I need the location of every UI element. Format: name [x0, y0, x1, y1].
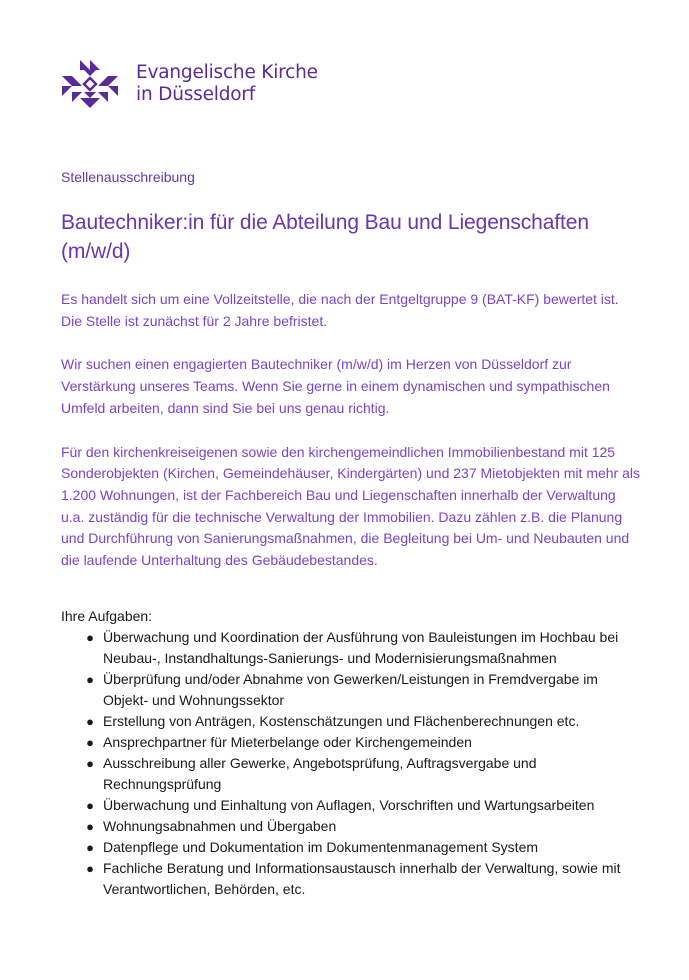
- task-text: Erstellung von Anträgen, Kostenschätzungen und Flächenberechnungen etc.: [103, 713, 580, 729]
- document-type-label: Stellenausschreibung: [61, 169, 195, 185]
- page-header: [60, 58, 318, 110]
- bullet-point-icon: ●: [86, 840, 94, 855]
- list-item: [61, 732, 641, 753]
- task-text: Ansprechpartner für Mieterbelange oder Kirchengemeinden: [103, 734, 472, 750]
- list-item: [61, 858, 641, 900]
- bullet-point-icon: ●: [86, 630, 94, 645]
- task-list: [61, 627, 641, 900]
- list-item: [61, 711, 641, 732]
- list-item: [61, 669, 641, 711]
- intro-paragraph: Für den kirchenkreiseigenen sowie den kirchengemeindlichen Immobilienbestand mit 125 Sonderobjekten (Kirchen, Gemeindehäuser, Kindergärten) und 237 Mietobjekten mit mehr als 1.200 Wohnungen, ist der Fachbereich Bau und Liegenschaften innerhalb der Verwaltung u.a. zuständig für die technische Verwaltung der Immobilien. Dazu zählen z.B. die Planung und Durchführung von Sanierungsmaßnahmen, die Begleitung bei Um- und Neubauten und die laufende Unterhaltung des Gebäudebestandes.: [61, 443, 640, 569]
- task-text: Überprüfung und/oder Abnahme von Gewerken/Leistungen in Fremdvergabe im Objekt- und Wohnungssektor: [103, 671, 598, 708]
- list-item: [61, 795, 641, 816]
- task-text: Datenpflege und Dokumentation im Dokumentenmanagement System: [103, 839, 539, 855]
- task-text: Wohnungsabnahmen und Übergaben: [103, 818, 337, 834]
- organization-name: [136, 62, 318, 106]
- list-item: [61, 753, 641, 795]
- page-title: Bautechniker:in für die Abteilung Bau und Liegenschaften (m/w/d): [61, 211, 589, 263]
- organization-name-line2: in Düsseldorf: [136, 84, 256, 105]
- task-text: Überwachung und Einhaltung von Auflagen, Vorschriften und Wartungsarbeiten: [103, 797, 595, 813]
- intro-paragraph: Es handelt sich um eine Vollzeitstelle, die nach der Entgeltgruppe 9 (BAT-KF) bewertet ist. Die Stelle ist zunächst für 2 Jahre befristet.: [61, 291, 619, 329]
- list-item: [61, 837, 641, 858]
- task-text: Ausschreibung aller Gewerke, Angebotsprüfung, Auftragsvergabe und Rechnungsprüfung: [103, 755, 537, 792]
- bullet-point-icon: ●: [86, 672, 94, 687]
- bullet-point-icon: ●: [86, 756, 94, 771]
- bullet-point-icon: ●: [86, 714, 94, 729]
- bullet-point-icon: ●: [86, 735, 94, 750]
- tasks-section: [61, 606, 641, 900]
- bullet-point-icon: ●: [86, 798, 94, 813]
- tasks-heading: Ihre Aufgaben:: [61, 608, 153, 624]
- list-item: [61, 816, 641, 837]
- task-text: Fachliche Beratung und Informationsaustausch innerhalb der Verwaltung, sowie mit Verantwortlichen, Behörden, etc.: [103, 860, 621, 897]
- evangelische-kirche-logo-icon: [60, 58, 120, 110]
- task-text: Überwachung und Koordination der Ausführung von Bauleistungen im Hochbau bei Neubau-, Instandhaltungs-Sanierungs- und Modernisierungsmaßnahmen: [103, 629, 619, 666]
- intro-section: [61, 289, 641, 594]
- bullet-point-icon: ●: [86, 819, 94, 834]
- list-item: [61, 627, 641, 669]
- organization-name-line1: Evangelische Kirche: [136, 62, 318, 83]
- intro-paragraph: Wir suchen einen engagierten Bautechniker (m/w/d) im Herzen von Düsseldorf zur Verstärkung unseres Teams. Wenn Sie gerne in einem dynamischen und sympathischen Umfeld arbeiten, dann sind Sie bei uns genau richtig.: [61, 356, 610, 416]
- bullet-point-icon: ●: [86, 861, 94, 876]
